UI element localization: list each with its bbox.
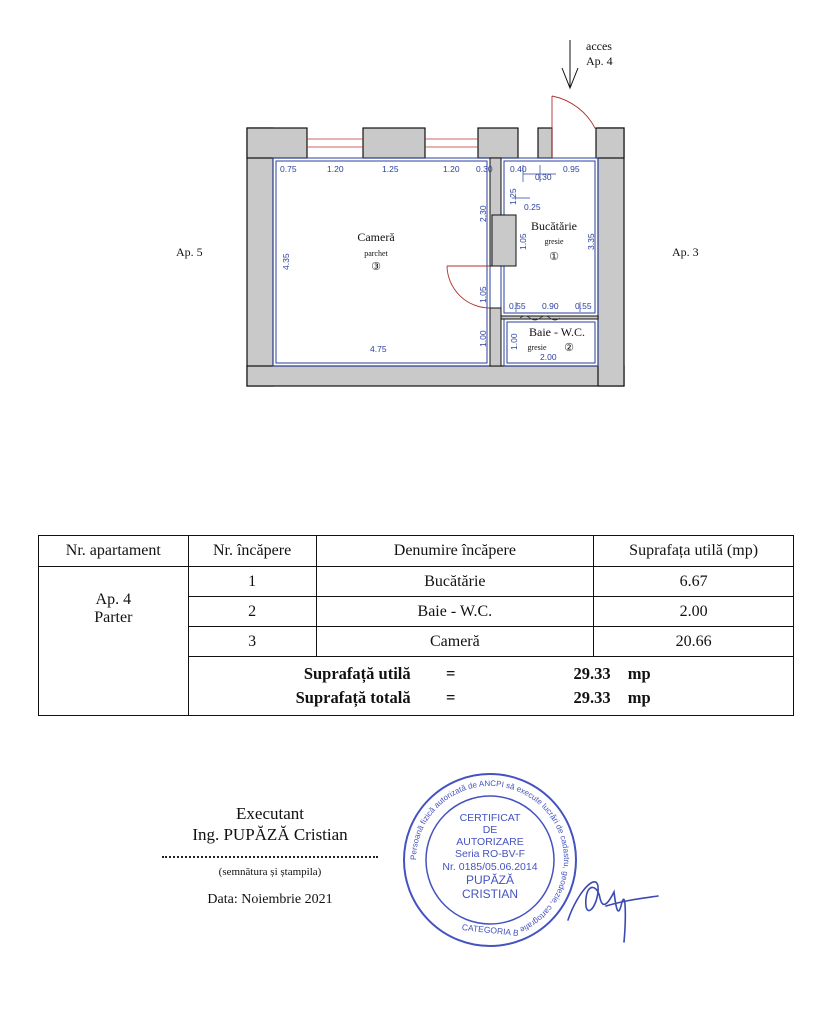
room-2-number: ② — [564, 342, 574, 354]
entrance-door — [552, 96, 596, 158]
room-area-cell: 20.66 — [594, 627, 794, 657]
total-area-unit: mp — [627, 688, 651, 707]
total-area — [189, 686, 793, 710]
dim-top-1: 1.20 — [327, 164, 344, 174]
executant-block — [160, 804, 380, 908]
dim-kitchen-door: 1.05 — [518, 233, 528, 250]
room-name-cell: Bucătărie — [316, 567, 594, 597]
total-useful-label: Suprafață utilă — [303, 664, 411, 683]
room-1-number: ① — [549, 251, 559, 263]
dim-kitchen-top-2: 0.95 — [563, 164, 580, 174]
dim-bath-width: 2.00 — [540, 352, 557, 362]
dim-bath-top-1: 0.90 — [542, 301, 559, 311]
total-useful-unit: mp — [627, 664, 651, 683]
stamp-line-1: CERTIFICAT — [459, 812, 521, 824]
dim-top-3: 1.20 — [443, 164, 460, 174]
dim-room-width: 4.75 — [370, 344, 387, 354]
header-room-name: Denumire încăpere — [316, 536, 594, 567]
room-number-cell: 2 — [188, 597, 316, 627]
dim-kitchen-top-0: 0.40 — [510, 164, 527, 174]
signature-line — [162, 854, 378, 858]
stamp-outer-ring — [404, 774, 576, 946]
dim-kitchen-top-1: 0.30 — [535, 172, 552, 182]
room-area-cell: 6.67 — [594, 567, 794, 597]
total-area-label: Suprafață totală — [295, 688, 411, 707]
room-3-floor: parchet — [364, 249, 388, 258]
area-summary-table — [38, 535, 794, 716]
stamp-category: CATEGORIA B — [461, 922, 520, 938]
stamp-line-3: AUTORIZARE — [456, 836, 524, 848]
stamp-line-2: DE — [482, 824, 498, 836]
room-number-cell: 1 — [188, 567, 316, 597]
room-3-number: ③ — [371, 261, 381, 273]
access-arrow-icon — [562, 40, 578, 88]
dim-top-0: 0.75 — [280, 164, 297, 174]
total-useful-value: 29.33 — [573, 664, 611, 683]
left-neighbor-label: Ap. 5 — [176, 245, 203, 259]
room-1-floor: gresie — [544, 237, 564, 246]
dim-bath-top-0: 0.55 — [509, 301, 526, 311]
dim-kitchen-offset: 0.25 — [524, 202, 541, 212]
stamp-line-6: PUPĂZĂ — [465, 873, 515, 887]
apartment-cell — [39, 567, 189, 716]
right-neighbor-label: Ap. 3 — [672, 245, 699, 259]
stamp-ring-text: Persoană fizică autorizată de ANCPI să execute lucrări de cadastru, geodezie, cartografie — [408, 778, 572, 935]
room-name-cell: Cameră — [316, 627, 594, 657]
total-area-value: 29.33 — [573, 688, 611, 707]
dim-partition-top: 2.30 — [478, 205, 488, 222]
table-row — [39, 567, 794, 597]
dim-room-height: 4.35 — [281, 253, 291, 270]
room-3-name: Cameră — [357, 230, 395, 244]
room-2-floor: gresie — [527, 343, 547, 352]
room-name-cell: Baie - W.C. — [316, 597, 594, 627]
room-1-name: Bucătărie — [531, 219, 577, 233]
room-area-cell: 2.00 — [594, 597, 794, 627]
stamp-line-7: CRISTIAN — [461, 887, 519, 901]
total-useful-area — [189, 662, 793, 686]
dim-bath-top-2: 0.55 — [575, 301, 592, 311]
dim-door-width: 1.05 — [478, 286, 488, 303]
stamp-line-4: Seria RO-BV-F — [454, 848, 526, 860]
apartment-number: Ap. 4 — [95, 591, 132, 608]
dim-top-4: 0.30 — [476, 164, 493, 174]
floor-plan — [0, 0, 831, 440]
total-useful-eq: = — [445, 664, 456, 683]
access-apartment-label: Ap. 4 — [586, 54, 613, 68]
signature-image — [568, 882, 658, 942]
dim-kitchen-small: 1.25 — [508, 188, 518, 205]
access-label: acces — [586, 39, 612, 53]
signature-note: (semnătura și ștampila) — [218, 866, 322, 878]
dim-kitchen-height: 3.35 — [586, 233, 596, 250]
authorization-stamp — [400, 770, 580, 950]
executant-title: Executant — [236, 804, 304, 823]
table-header-row — [39, 536, 794, 567]
header-apartment: Nr. apartament — [39, 536, 189, 567]
stamp-line-5: Nr. 0185/05.06.2014 — [442, 861, 538, 873]
room-number-cell: 3 — [188, 627, 316, 657]
total-area-eq: = — [445, 688, 456, 707]
dim-top-2: 1.25 — [382, 164, 399, 174]
apartment-level: Parter — [94, 609, 133, 626]
dim-bath-height: 1.00 — [509, 333, 519, 350]
room-2-name: Baie - W.C. — [529, 325, 585, 339]
header-useful-area: Suprafața utilă (mp) — [594, 536, 794, 567]
header-room-number: Nr. încăpere — [188, 536, 316, 567]
totals-cell — [188, 657, 793, 716]
dim-room-bottom-right: 1.00 — [478, 330, 488, 347]
executant-name: Ing. PUPĂZĂ Cristian — [192, 825, 348, 844]
executant-date: Data: Noiembrie 2021 — [207, 892, 333, 907]
